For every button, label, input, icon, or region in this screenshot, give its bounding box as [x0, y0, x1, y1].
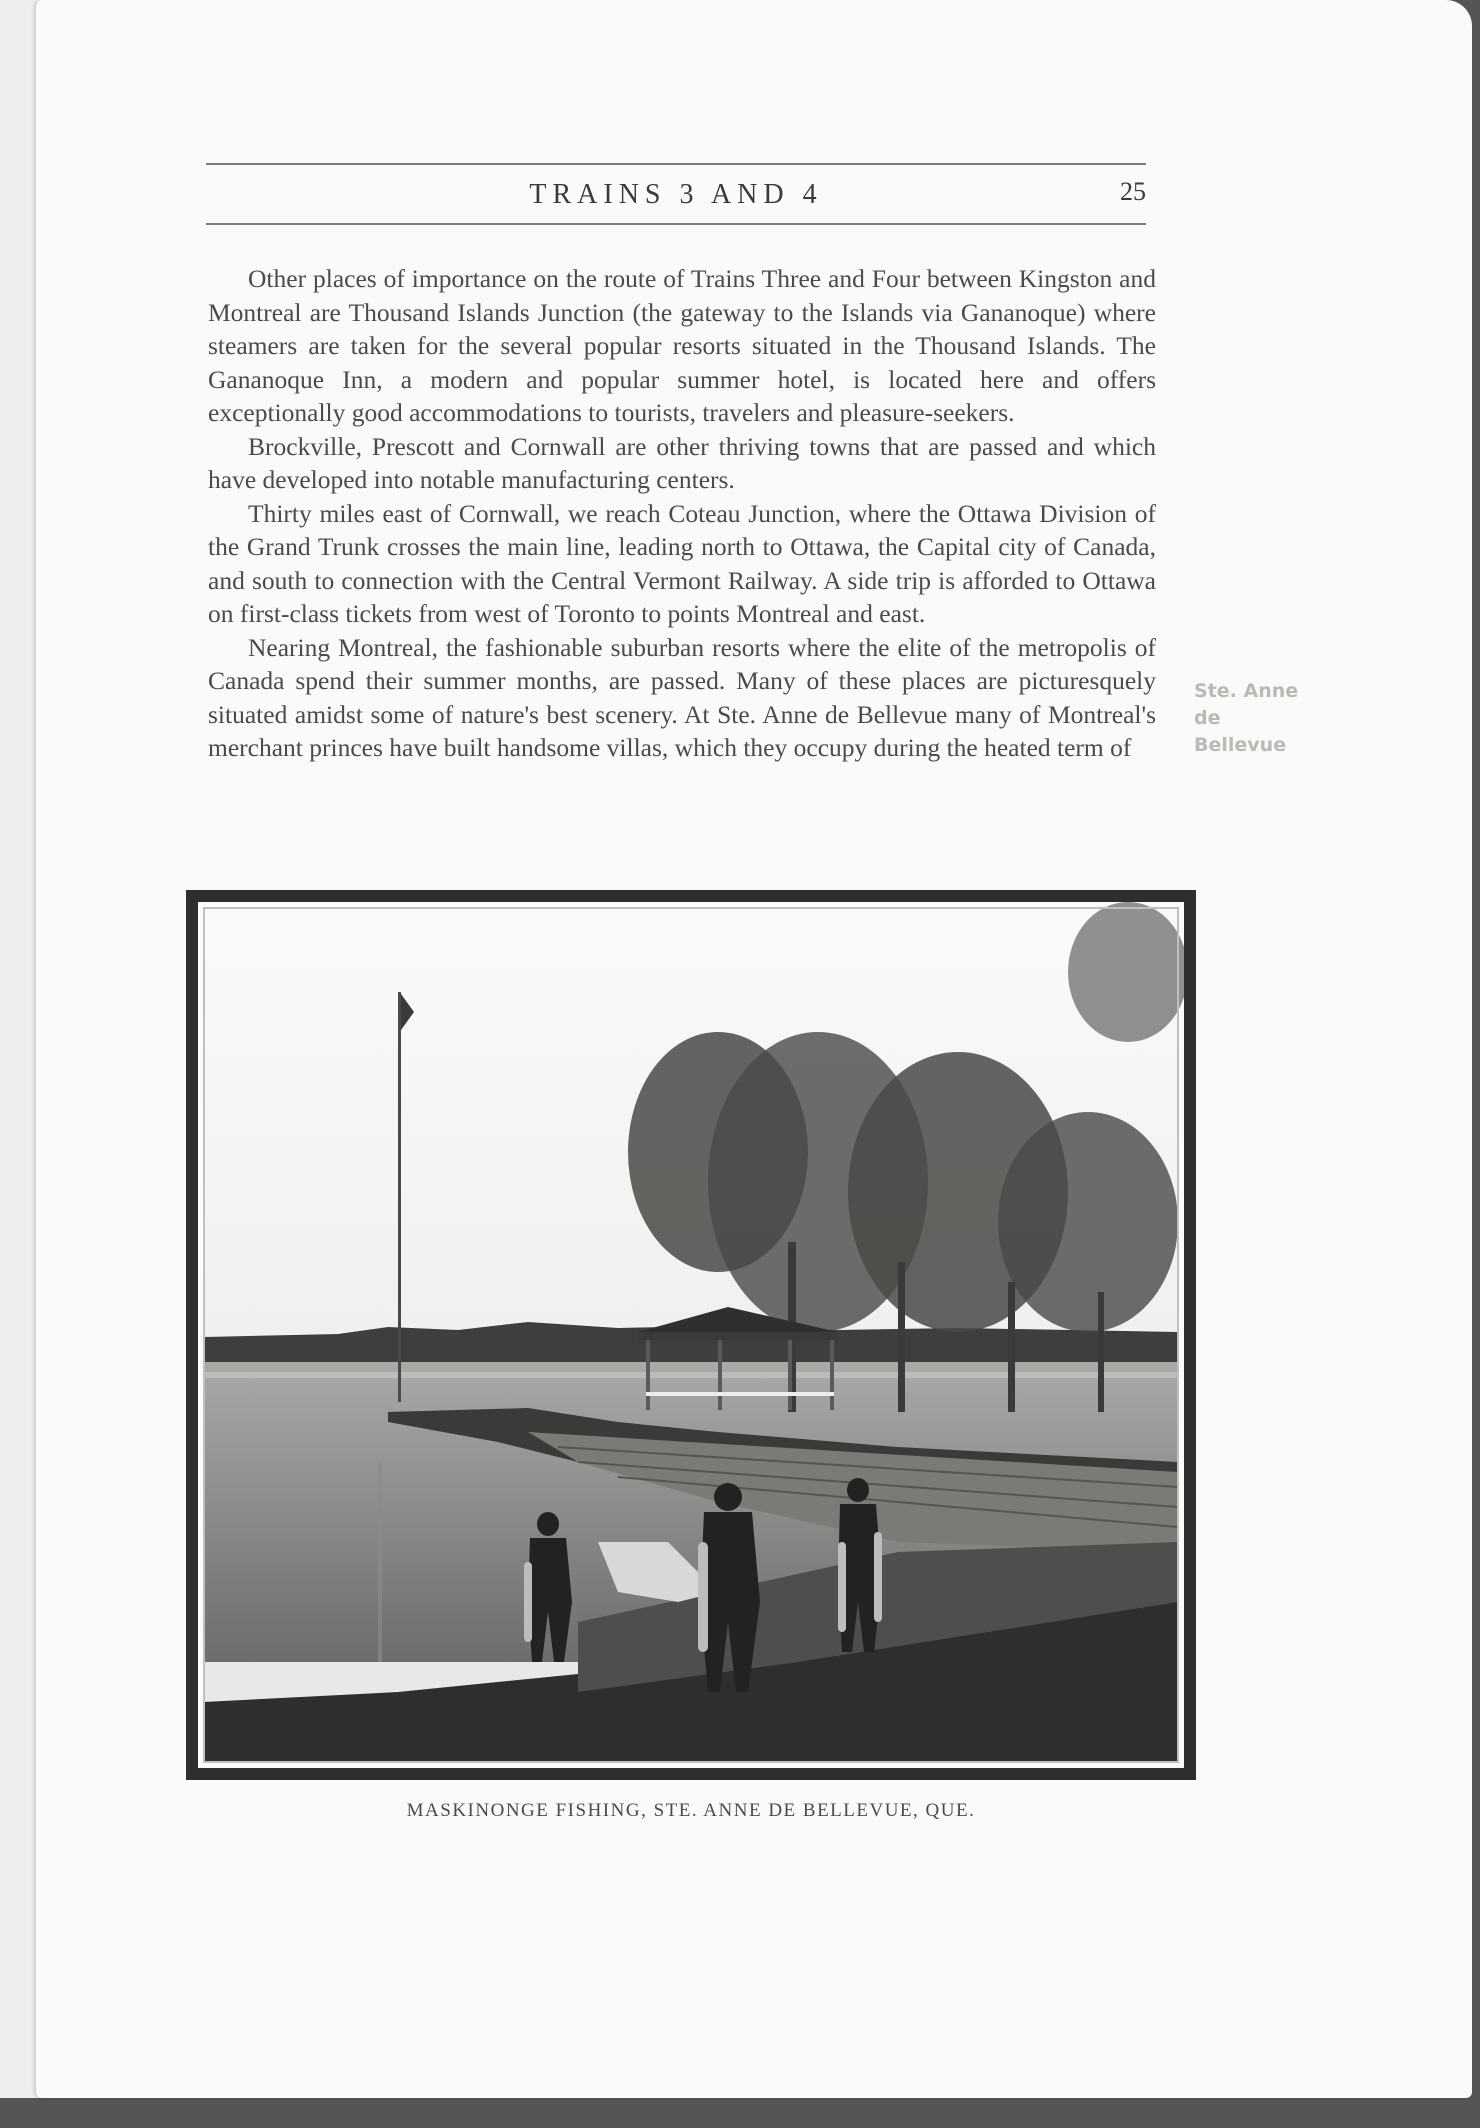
paragraph: Brockville, Prescott and Cornwall are other thriving towns that are passed and which have developed into notable manufacturing centers. [208, 431, 1156, 494]
margin-note [1194, 678, 1334, 759]
figure-caption: MASKINONGE FISHING, STE. ANNE DE BELLEVUE, QUE. [406, 1800, 976, 1821]
page-header [206, 163, 1146, 225]
photo-illustration [198, 902, 1184, 1768]
margin-note-line: Ste. Anne [1194, 680, 1299, 702]
running-title: TRAINS 3 AND 4 [529, 179, 823, 210]
paragraph: Thirty miles east of Cornwall, we reach Coteau Junction, where the Ottawa Division of the Grand Trunk crosses the main line, leading north to Ottawa, the Capital city of Canada, and south to connection with the Central Vermont Railway. A side trip is afforded to Ottawa on first-class tickets from west of Toronto to points Montreal and east. [208, 498, 1156, 628]
photograph [186, 890, 1196, 1780]
margin-note-line: de [1194, 707, 1221, 729]
margin-note-line: Bellevue [1194, 734, 1287, 756]
book-page [36, 0, 1472, 2098]
page-number: 25 [1120, 177, 1146, 206]
paragraph: Other places of importance on the route of Trains Three and Four between Kingston and Montreal are Thousand Islands Junction (the gateway to the Islands via Gananoque) where steamers are taken for the several popular resorts situated in the Thousand Islands. The Gananoque Inn, a modern and popular summer hotel, is located here and offers exceptionally good accommodations to tourists, travelers and pleasure-seekers. [208, 264, 1156, 427]
body-text [208, 262, 1156, 765]
paragraph: Nearing Montreal, the fashionable suburban resorts where the elite of the metropolis of Canada spend their summer months, are passed. Many of these places are picturesquely situated amidst some of nature's best scenery. At Ste. Anne de Bellevue many of Montreal's merchant princes have built handsome villas, which they occupy during the heated term of [208, 632, 1156, 762]
